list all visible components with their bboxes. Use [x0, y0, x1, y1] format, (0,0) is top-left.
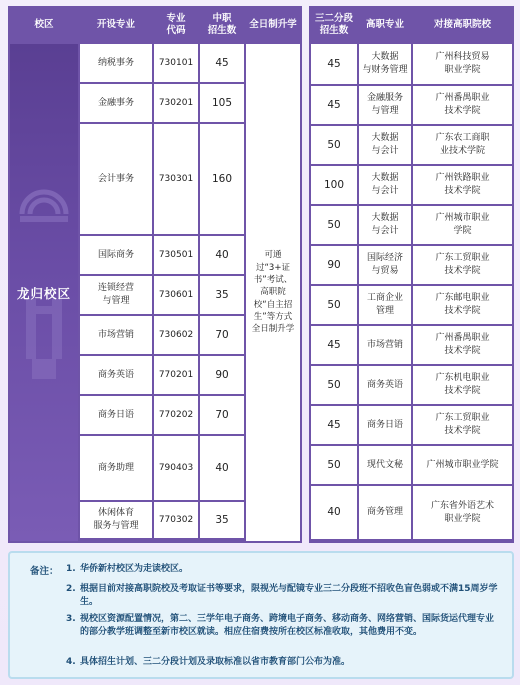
count-cell: 40 [200, 236, 244, 274]
code-cell: 730501 [154, 236, 198, 274]
college-cell: 广东邮电职业 技术学院 [413, 286, 512, 324]
3-2-count-cell: 50 [311, 366, 357, 404]
college-major-cell: 商务管理 [359, 486, 411, 539]
college-cell: 广东农工商职 业技术学院 [413, 126, 512, 164]
3-2-count-cell: 45 [311, 86, 357, 124]
college-cell: 广州番禺职业 技术学院 [413, 326, 512, 364]
college-major-cell: 工商企业 管理 [359, 286, 411, 324]
header-college: 对接高职院校 [433, 19, 491, 31]
3-2-count-cell: 45 [311, 326, 357, 364]
note-item [66, 613, 502, 639]
note-number: 2. [66, 584, 76, 594]
note-number: 3. [66, 614, 76, 624]
header-major: 开设专业 [96, 19, 135, 31]
college-cell: 广州城市职业 学院 [413, 206, 512, 244]
major-cell: 会计事务 [80, 124, 152, 234]
major-cell: 连锁经营 与管理 [80, 276, 152, 314]
college-major-cell: 市场营销 [359, 326, 411, 364]
code-cell: 730602 [154, 316, 198, 354]
college-major-cell: 现代文秘 [359, 446, 411, 484]
note-item [66, 563, 502, 576]
note-item [66, 583, 502, 609]
fulltime-note: 可通过“3+证书”考试、高职院校“自主招生”等方式全日制升学 [246, 44, 300, 541]
major-cell: 金融事务 [80, 84, 152, 122]
header-code: 专业 代码 [166, 13, 186, 36]
major-cell: 国际商务 [80, 236, 152, 274]
count-cell: 90 [200, 356, 244, 394]
count-cell: 35 [200, 276, 244, 314]
college-cell: 广州铁路职业 技术学院 [413, 166, 512, 204]
code-cell: 730201 [154, 84, 198, 122]
header-3-2-count: 三二分段 招生数 [314, 13, 353, 36]
note-text: 根据目前对接高职院校及考取证书等要求，限视光与配镜专业三二分段班不招收色盲色弱或不满15周岁学生。 [80, 584, 498, 608]
notes-box [8, 551, 514, 679]
enrollment-table-left [8, 6, 302, 543]
code-cell: 770201 [154, 356, 198, 394]
college-cell: 广东工贸职业 技术学院 [413, 406, 512, 444]
3-2-count-cell: 40 [311, 486, 357, 539]
note-text: 华侨新村校区为走读校区。 [80, 564, 189, 574]
code-cell: 730301 [154, 124, 198, 234]
3-2-count-cell: 50 [311, 126, 357, 164]
college-cell: 广东省外语艺术 职业学院 [413, 486, 512, 539]
college-major-cell: 大数据 与会计 [359, 166, 411, 204]
college-cell: 广州科技贸易 职业学院 [413, 44, 512, 84]
major-cell: 市场营销 [80, 316, 152, 354]
notes-title: 备注： [30, 566, 59, 577]
note-text: 具体招生计划、三二分段计划及录取标准以省市教育部门公布为准。 [80, 657, 351, 667]
3-2-count-cell: 45 [311, 406, 357, 444]
college-major-cell: 大数据 与财务管理 [359, 44, 411, 84]
count-cell: 70 [200, 316, 244, 354]
campus-name: 龙归校区 [16, 286, 71, 301]
college-major-cell: 大数据 与会计 [359, 126, 411, 164]
major-cell: 商务英语 [80, 356, 152, 394]
note-number: 1. [66, 564, 76, 574]
college-cell: 广州番禺职业 技术学院 [413, 86, 512, 124]
3-2-count-cell: 50 [311, 286, 357, 324]
code-cell: 790403 [154, 436, 198, 500]
count-cell: 70 [200, 396, 244, 434]
college-major-cell: 商务日语 [359, 406, 411, 444]
college-major-cell: 金融服务 与管理 [359, 86, 411, 124]
count-cell: 35 [200, 502, 244, 538]
header-campus: 校区 [34, 19, 54, 31]
major-cell: 商务日语 [80, 396, 152, 434]
code-cell: 730601 [154, 276, 198, 314]
header-count: 中职 招生数 [207, 13, 237, 36]
3-2-count-cell: 45 [311, 44, 357, 84]
enrollment-table-right [309, 6, 514, 543]
note-text: 视校区资源配置情况，第二、三学年电子商务、跨境电子商务、移动商务、网络营销、国际货运代理专业的部分教学班调整至新市校区就读。相应住宿费按所在校区标准收取，其他费用不变。 [80, 614, 495, 638]
code-cell: 770202 [154, 396, 198, 434]
major-cell: 商务助理 [80, 436, 152, 500]
count-cell: 160 [200, 124, 244, 234]
major-cell: 纳税事务 [80, 44, 152, 82]
code-cell: 770302 [154, 502, 198, 538]
college-cell: 广东机电职业 技术学院 [413, 366, 512, 404]
major-cell: 休闲体育 服务与管理 [80, 502, 152, 538]
header-college-major: 高职专业 [365, 19, 404, 31]
campus-cell [10, 44, 78, 541]
note-number: 4. [66, 657, 76, 667]
count-cell: 105 [200, 84, 244, 122]
count-cell: 45 [200, 44, 244, 82]
college-major-cell: 大数据 与会计 [359, 206, 411, 244]
college-major-cell: 国际经济 与贸易 [359, 246, 411, 284]
code-cell: 730101 [154, 44, 198, 82]
college-cell: 广州城市职业学院 [413, 446, 512, 484]
count-cell: 40 [200, 436, 244, 500]
3-2-count-cell: 50 [311, 206, 357, 244]
college-cell: 广东工贸职业 技术学院 [413, 246, 512, 284]
3-2-count-cell: 90 [311, 246, 357, 284]
note-item [66, 656, 502, 669]
college-major-cell: 商务英语 [359, 366, 411, 404]
header-fulltime: 全日制升学 [249, 19, 297, 31]
3-2-count-cell: 50 [311, 446, 357, 484]
3-2-count-cell: 100 [311, 166, 357, 204]
